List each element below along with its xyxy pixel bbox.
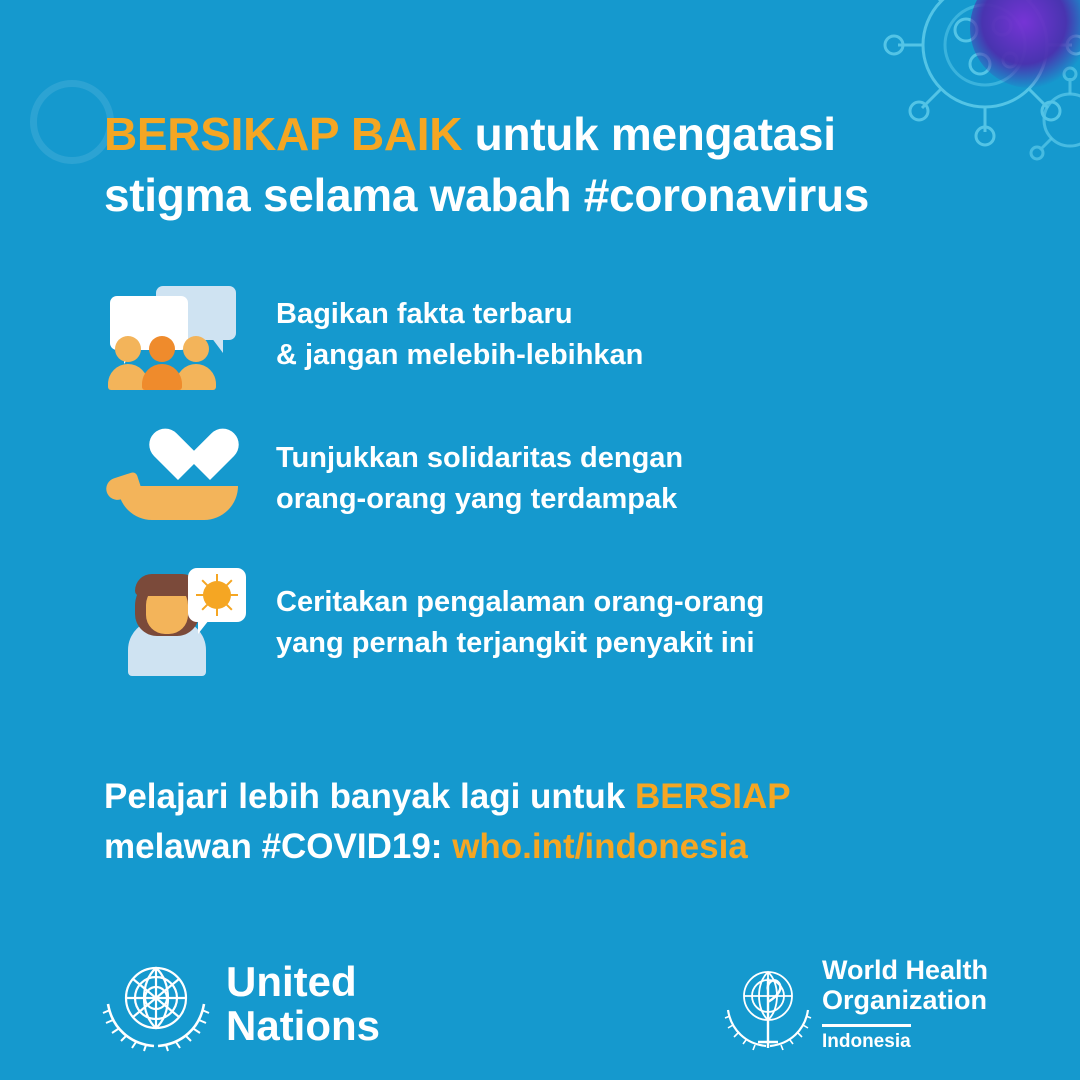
cta-website-link[interactable]: who.int/indonesia [452, 826, 748, 866]
headline-line2: stigma selama wabah #coronavirus [104, 168, 870, 221]
tip-line-2: yang pernah terjangkit penyakit ini [276, 627, 755, 659]
tip-text [254, 294, 643, 376]
who-logo [722, 956, 988, 1054]
tip-line-2: & jangan melebih-lebihkan [276, 339, 644, 371]
list-item [104, 568, 984, 678]
who-logo-text [814, 956, 988, 1054]
un-logo-line1: United [226, 957, 357, 1005]
who-logo-line1: World Health [821, 955, 988, 985]
cta-line2-text: melawan #COVID19: [104, 826, 453, 866]
who-logo-line2: Organization [821, 984, 987, 1015]
who-emblem-icon [722, 956, 814, 1052]
un-logo-text [216, 957, 381, 1049]
tip-line-1: Bagikan fakta terbaru [276, 297, 573, 330]
un-emblem-icon [96, 948, 216, 1060]
list-item [104, 424, 984, 534]
tip-line-1: Tunjukkan solidaritas dengan [276, 441, 684, 474]
virus-core [203, 581, 231, 609]
speech-bubbles-people-icon [104, 280, 254, 390]
tip-line-2: orang-orang yang terdampak [276, 483, 678, 515]
list-item [104, 280, 984, 390]
un-logo [96, 948, 380, 1060]
un-logo-line2: Nations [226, 1002, 381, 1049]
call-to-action [104, 772, 984, 871]
page-title [104, 104, 964, 225]
decorative-circle [30, 80, 114, 164]
person-icon [142, 336, 182, 390]
tips-list [104, 280, 984, 712]
tip-text [254, 438, 683, 520]
speech-bubble-virus-icon [188, 568, 246, 622]
cta-line1-accent: BERSIAP [635, 777, 791, 816]
virus-glow [970, 0, 1080, 88]
cta-line1-text: Pelajari lebih banyak lagi untuk [104, 777, 635, 816]
person-speech-virus-icon [104, 568, 254, 678]
heart-icon [147, 430, 209, 486]
heart-in-hand-icon [104, 424, 254, 534]
headline-accent: BERSIKAP BAIK [104, 108, 463, 160]
hand-icon [118, 486, 238, 520]
person-icon [176, 336, 216, 390]
tip-line-1: Ceritakan pengalaman orang-orang [276, 585, 765, 618]
who-logo-country: Indonesia [822, 1024, 911, 1053]
tip-text [254, 582, 764, 664]
headline-rest: untuk mengatasi [462, 108, 836, 160]
